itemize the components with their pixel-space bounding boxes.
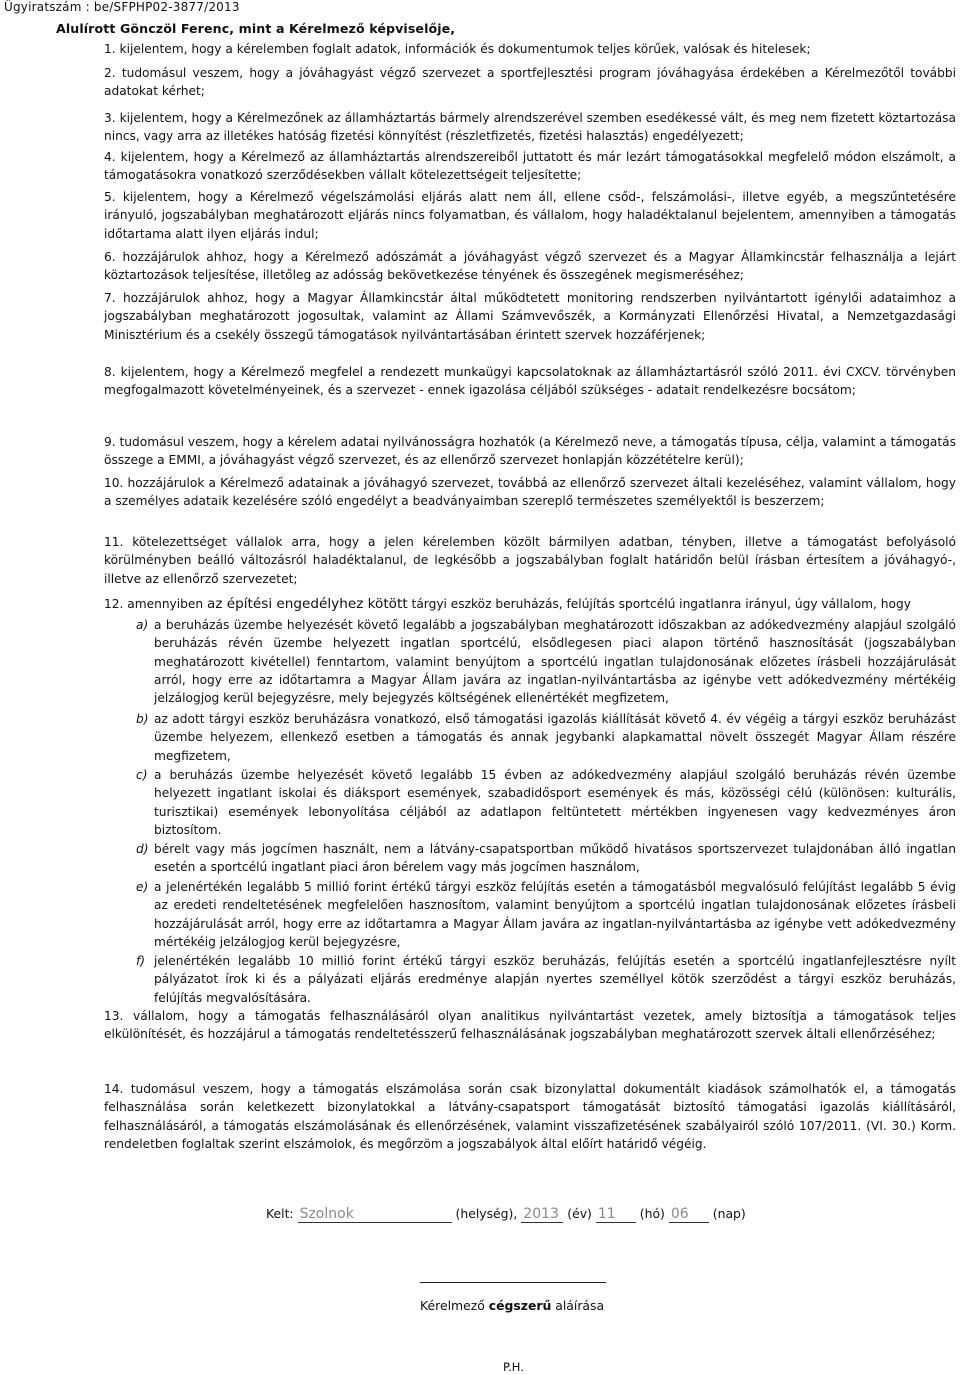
item-number: 6.: [104, 250, 116, 264]
sub-item-label: d): [136, 842, 149, 856]
item-text: hozzájárulok ahhoz, hogy a Magyar Államkincstár által működtetett monitoring rendszerben nyilvántartott igénylői adataimhoz a jogszabályban meghatározott jogosultak, valamint az Állami Számvevőszék, a Kormányzati Ellenőrzési Hivatal, a Nemzetgazdasági Minisztérium és a csekély összegű támogatások nyilvántartásában érintett szervek hozzáférjenek;: [104, 291, 957, 342]
signature-label: Kérelmező cégszerű aláírása: [420, 1298, 605, 1313]
item-text: hozzájárulok a Kérelmező adatainak a jóváhagyó szervezet, továbbá az ellenőrző szervezet általi kezeléséhez, valamint vállalom, hogy a személyes adataik kezelésére szóló engedélyt a beadványaimban szereplő természetes személyektől is beszerzem;: [104, 476, 957, 509]
date-place-row: [266, 1206, 746, 1223]
list-item: [104, 64, 956, 101]
item-text: hozzájárulok ahhoz, hogy a Kérelmező adószámát a jóváhagyást végző szervezet és a Magyar Államkincstár felhasználja a lejárt köztartozások teljesítése, illetőleg az adósság bekövetkezése tényének és összegének megismeréséhez;: [104, 250, 956, 283]
list-item: [104, 433, 956, 470]
year-field[interactable]: 2013: [521, 1206, 563, 1223]
item-text: tudomásul veszem, hogy a támogatás elszámolása során csak bizonylattal dokumentált kiadások számolhatók el, a támogatás felhasználása során keletkezett bizonylatokkal a látvány-csapatsport támogatását biztosító támogatási igazolás kiállításáról, felhasználásáról, a támogatás elszámolásának és ellenőrzésének, valamint visszafizetésének szabályairól szóló 107/2011. (VI. 30.) Korm. rendeletben foglaltak szerint elszámolok, és megőrzöm a jogszabályok által előírt határidő végéig.: [104, 1082, 957, 1151]
list-item: [104, 1080, 956, 1153]
sub-item-text: a beruházás üzembe helyezését követő legalább a jogszabályban meghatározott időszakban az adókedvezmény alapjául szolgáló beruházás révén üzembe helyezett ingatlan sportcélú, elsődlegesen piaci alapon történő hasznosítását (jogszabályban meghatározott kivétellel) fenntartom, valamint benyújtom a sportcélú ingatlan tulajdonosának előzetes írásbeli hozzájárulását arról, hogy erre az időtartamra a Magyar Állam javára az ingatlan-nyilvántartásba az igénybe vett adókedvezmény mértékéig jelzálogjog kerül bejegyzésre, mely bejegyzés költségének ellenértékét megfizetem,: [154, 618, 956, 706]
list-item: [104, 188, 956, 243]
sub-item-text: a jelenértékén legalább 5 millió forint értékű tárgyi eszköz felújítás esetén a támogatásból megvalósuló felújítást legalább 5 évig az eredeti rendeltetésének megfelelően hasznosítom, valamint benyújtom a sportcélú ingatlan tulajdonosának előzetes írásbeli hozzájárulását arról, hogy erre az időtartamra a Magyar Állam javára az ingatlan-nyilvántartásba az igénybe vett adókedvezmény mértékéig jelzálogjog kerül bejegyzésre,: [154, 880, 956, 949]
sub-item-text: az adott tárgyi eszköz beruházásra vonatkozó, első támogatási igazolás kiállítását követő 4. év végéig a tárgyi eszköz beruházást üzembe helyezem, ellenkező esetben a támogatás és annak jegybanki alapkamattal növelt összegét Magyar Állam részére megfizetem,: [154, 712, 956, 763]
item-text: tárgyi eszköz beruházás, felújítás sportcélú ingatlanra irányul, úgy vállalom, hogy: [411, 597, 911, 611]
list-item: [104, 289, 956, 344]
item-text: kijelentem, hogy a Kérelmező megfelel a rendezett munkaügyi kapcsolatoknak az államháztartásról szóló 2011. évi CXCV. törvényben megfogalmazott követelményeinek, és a szervezet - ennek igazolása céljából szükséges - adatait rendelkezésre bocsátom;: [104, 365, 956, 398]
sub-item-text: a beruházás üzembe helyezését követő legalább 15 évben az adókedvezmény alapjául szolgáló beruházás révén üzembe helyezett ingatlant iskolai és diáksport események, szabadidősport események és más, közösségi célú (különösen: kulturális, turisztikai) események lebonyolítása céljából az adatlapon feltüntetett mértékben ingyenesen vagy kedvezményes áron biztosítom.: [154, 768, 956, 837]
sub-item-text: jelenértékén legalább 10 millió forint értékű tárgyi eszköz beruházás, felújítás esetén a sportcélú ingatlanfejlesztésre nyílt pályázatot írok ki és a pályázati eljárás eredménye alapján nyertes személlyel kötök szerződést a tárgyi eszköz beruházás, felújítás megvalósítására.: [154, 954, 956, 1005]
sub-item: [136, 710, 956, 765]
sub-item-label: a): [136, 618, 149, 632]
sub-item-label: e): [136, 880, 149, 894]
signer-title: Alulírott Gönczöl Ferenc, mint a Kérelmező képviselője,: [56, 21, 456, 36]
item-number: 3.: [104, 111, 116, 125]
item-number: 7.: [104, 291, 116, 305]
stamp-placeholder: P.H.: [503, 1360, 524, 1374]
sub-item: [136, 616, 956, 707]
sub-item-label: c): [136, 768, 148, 782]
sub-item: [136, 840, 956, 877]
item-text: kijelentem, hogy a kérelemben foglalt adatok, információk és dokumentumok teljes körűek, valósak és hitelesek;: [119, 42, 811, 56]
place-field[interactable]: Szolnok: [298, 1206, 452, 1223]
item-text: tudomásul veszem, hogy a kérelem adatai nyilvánosságra hozhatók (a Kérelmező neve, a támogatás típusa, célja, valamint a támogatás összege a EMMI, a jóváhagyást végző szervezet, és az ellenőrző szervezet honlapján közzétételre kerül);: [104, 435, 956, 468]
year-suffix: (év): [567, 1206, 592, 1221]
kelt-label: Kelt:: [266, 1206, 294, 1221]
list-item: [104, 363, 956, 400]
item-number: 2.: [104, 66, 116, 80]
item-number: 1.: [104, 42, 116, 56]
item-text: kötelezettséget vállalok arra, hogy a jelen kérelemben közölt bármilyen adatban, tényben, illetve a támogatást befolyásoló körülményben beálló változásról haladéktalanul, de legkésőbb a jogszabályban foglalt határidőn belül írásban értesítem a jóváhagyó-, illetve az ellenőrző szervezetet;: [104, 535, 957, 586]
sub-item: [136, 878, 956, 951]
sub-item: [136, 766, 956, 839]
item-number: 13.: [104, 1009, 124, 1023]
item-number: 14.: [104, 1082, 124, 1096]
item-text: tudomásul veszem, hogy a jóváhagyást végző szervezet a sportfejlesztési program jóváhagyása érdekében a Kérelmezőtől további adatokat kérhet;: [104, 66, 956, 99]
list-item: [104, 248, 956, 285]
signature-line: [420, 1282, 606, 1283]
item-number: 10.: [104, 476, 124, 490]
sub-item-text: bérelt vagy más jogcímen használt, nem a látvány-csapatsportban működő hivatásos sportszervezet tulajdonában álló ingatlan esetén a sportcélú ingatlant piaci áron bérelem vagy más jogcímen használom,: [154, 842, 956, 875]
list-item: [104, 1007, 956, 1044]
month-field[interactable]: 11: [596, 1206, 636, 1223]
list-item: [104, 533, 956, 588]
item-number: 4.: [104, 150, 116, 164]
day-field[interactable]: 06: [669, 1206, 709, 1223]
item-number: 8.: [104, 365, 116, 379]
item-number: 12.: [104, 597, 124, 611]
sub-item-label: b): [136, 712, 149, 726]
item-number: 11.: [104, 535, 124, 549]
highlighted-phrase: az építési engedélyhez kötött: [207, 596, 408, 612]
item-text: kijelentem, hogy a Kérelmező az államháztartás alrendszereiből juttatott és már lezárt támogatásokkal megfelelő módon elszámolt, a támogatásokra vonatkozó szerződésekben vállalt kötelezettségeit teljesítette;: [104, 150, 957, 183]
item-number: 5.: [104, 190, 116, 204]
item-text: kijelentem, hogy a Kérelmező végelszámolási eljárás alatt nem áll, ellene csőd-, felszámolási-, illetve egyéb, a megszűntetésére irányuló, jogszabályban meghatározott eljárás nincs folyamatban, és vállalom, hogy haladéktalanul bejelentem, amennyiben a támogatás időtartama alatt ilyen eljárás indul;: [104, 190, 956, 241]
list-item: [104, 595, 956, 613]
item-text: kijelentem, hogy a Kérelmezőnek az államháztartás bármely alrendszerével szemben esedékessé vált, és meg nem fizetett köztartozása nincs, vagy arra az illetékes hatóság fizetési könnyítést (részletfizetés, fizetési halasztás) engedélyezett;: [104, 111, 956, 144]
list-item: [104, 148, 956, 185]
item-text-pre: amennyiben: [127, 597, 204, 611]
sub-item-label: f): [136, 954, 146, 968]
day-suffix: (nap): [712, 1206, 746, 1221]
list-item: [104, 109, 956, 146]
list-item: [104, 40, 956, 58]
sub-item: [136, 952, 956, 1007]
item-number: 9.: [104, 435, 116, 449]
list-item: [104, 474, 956, 511]
item-text: vállalom, hogy a támogatás felhasználásáról olyan analitikus nyilvántartást vezetek, amely biztosítja a támogatások teljes elkülönítését, és hozzájárul a támogatás rendeltetésszerű felhasználásának jogszabályban meghatározott szervek általi ellenőrzéséhez;: [104, 1009, 956, 1042]
month-suffix: (hó): [639, 1206, 665, 1221]
place-suffix: (helység),: [455, 1206, 518, 1221]
file-reference: Ügyiratszám : be/SFPHP02-3877/2013: [4, 0, 240, 14]
